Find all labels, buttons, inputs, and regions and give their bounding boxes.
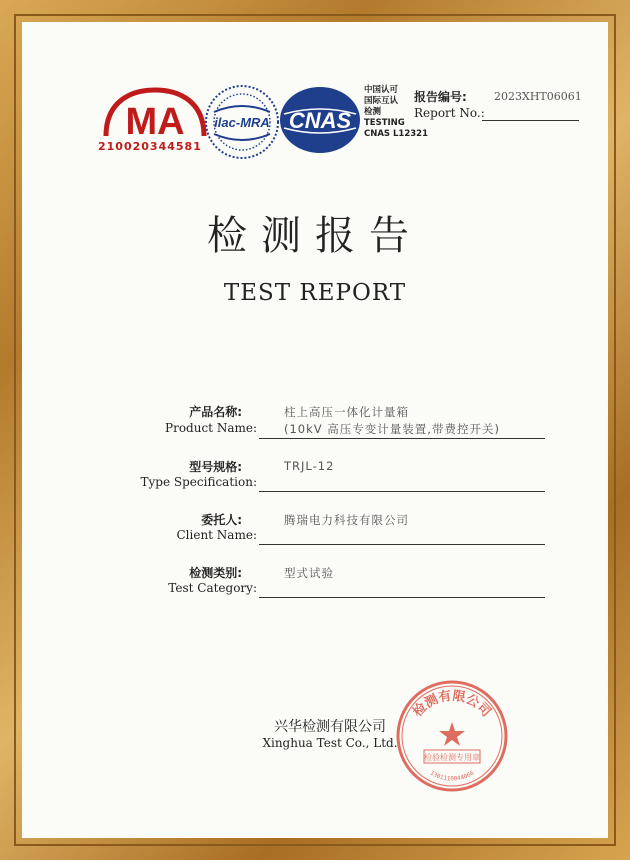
- cnas-en-line: TESTING: [364, 118, 405, 128]
- product-name-label-cn: 产品名称:: [189, 405, 242, 419]
- report-title-cn: 检测报告: [207, 213, 423, 259]
- test-category-label-cn: 检测类别:: [189, 566, 242, 580]
- cnas-en-line: CNAS L12321: [364, 129, 428, 139]
- type-spec-label-en: Type Specification:: [140, 475, 257, 489]
- type-spec-label-cn: 型号规格:: [189, 460, 242, 474]
- test-category-label-en: Test Category:: [168, 581, 257, 595]
- ilac-mra-logo-icon: [202, 82, 282, 162]
- product-name-underline: [259, 438, 545, 439]
- issuer-name-cn: 兴华检测有限公司: [274, 719, 386, 735]
- report-number-label-cn: 报告编号:: [414, 90, 467, 104]
- client-name-underline: [259, 544, 545, 545]
- cnas-mark-text: CNAS: [288, 108, 352, 133]
- cma-mark-text: MA: [125, 101, 185, 143]
- report-title-en: TEST REPORT: [223, 280, 407, 306]
- cnas-logo-icon: [278, 84, 362, 156]
- company-seal-icon: [394, 678, 510, 794]
- svg-text:1301110044066: [429, 769, 476, 782]
- cnas-cn-line: 中国认可: [364, 85, 399, 95]
- report-number-underline: [482, 120, 579, 121]
- cnas-cn-line: 国际互认: [364, 96, 399, 106]
- seal-top-text: 检测有限公司: [410, 688, 494, 721]
- issuer-name-en: Xinghua Test Co., Ltd.: [262, 736, 398, 750]
- product-name-label-en: Product Name:: [165, 421, 257, 435]
- ilac-mark-text: ilac-MRA: [214, 115, 270, 130]
- test-category-underline: [259, 597, 545, 598]
- product-name-value-line2: (10kV 高压专变计量装置,带费控开关): [284, 422, 500, 436]
- report-number-label-en: Report No.:: [414, 106, 485, 120]
- cnas-cn-line: 检测: [364, 107, 382, 117]
- cma-code: 210020344581: [98, 140, 202, 153]
- product-name-value-line1: 柱上高压一体化计量箱: [284, 405, 409, 419]
- type-spec-value: TRJL-12: [284, 459, 335, 473]
- certificate-paper: [22, 22, 608, 838]
- type-spec-underline: [259, 491, 545, 492]
- seal-bottom-text: 检验检测专用章: [424, 753, 480, 762]
- test-category-value: 型式试验: [284, 566, 334, 580]
- seal-code-text: 1301110044066: [428, 769, 476, 783]
- client-name-label-en: Client Name:: [176, 528, 257, 542]
- client-name-value: 腾瑞电力科技有限公司: [284, 513, 409, 527]
- client-name-label-cn: 委托人:: [201, 513, 242, 527]
- report-number-value: 2023XHT06061: [494, 90, 582, 103]
